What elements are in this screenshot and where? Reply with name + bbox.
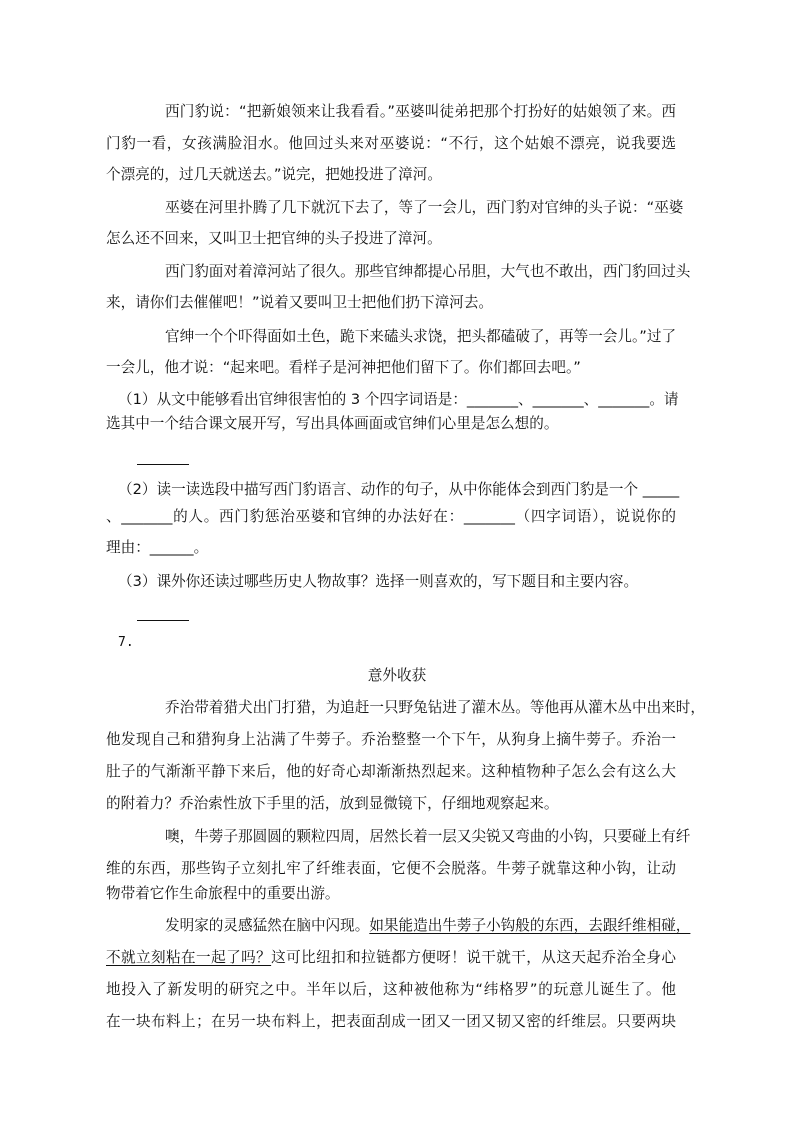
plain-text: 这可比纽扣和拉链都方便呀！说干就干，从这天起乔治全身心 bbox=[271, 949, 676, 966]
answer-blank[interactable] bbox=[137, 620, 189, 621]
text-line: 巫婆在河里扑腾了几下就沉下去了，等了一会儿，西门豹对官绅的头子说：“巫婆 bbox=[165, 199, 684, 216]
underlined-sentence: 如果能造出牛蒡子小钩般的东西，去跟纤维相碰， bbox=[369, 917, 691, 934]
answer-blank[interactable] bbox=[137, 464, 189, 465]
question-2-line: 、_______的人。西门豹惩治巫婆和官绅的办法好在：_______（四字词语），说说你的 bbox=[106, 508, 676, 525]
text-line: 地投入了新发明的研究之中。半年以后，这种被他称为“纬格罗”的玩意儿诞生了。他 bbox=[106, 981, 676, 998]
text-line: 乔治带着猎犬出门打猎，为追赶一只野兔钻进了灌木丛。等他再从灌木丛中出来时， bbox=[165, 699, 705, 716]
text-line: 噢，牛蒡子那圆圆的颗粒四周，居然长着一层又尖锐又弯曲的小钩，只要碰上有纤 bbox=[165, 828, 691, 845]
question-3-line: （3）课外你还读过哪些历史人物故事？选择一则喜欢的，写下题目和主要内容。 bbox=[118, 573, 639, 590]
passage-title: 意外收获 bbox=[367, 667, 427, 684]
text-line: 怎么还不回来，又叫卫士把官绅的头子投进了漳河。 bbox=[106, 230, 442, 247]
question-2-line: （2）读一读选段中描写西门豹语言、动作的句子，从中你能体会到西门豹是一个 _____ bbox=[118, 481, 680, 498]
question-2-line: 理由：______。 bbox=[106, 539, 209, 556]
text-line: 在一块布料上；在另一块布料上，把表面刮成一团又一团又韧又密的纤维层。只要两块 bbox=[106, 1013, 676, 1030]
text-line: 个漂亮的，过几天就送去。”说完，把她投进了漳河。 bbox=[106, 166, 442, 183]
question-1-line: （1）从文中能够看出官绅很害怕的 3 个四字词语是：_______、_______、_______。请 bbox=[118, 391, 679, 408]
text-line: 来，请你们去催催吧！”说着又要叫卫士把他们扔下漳河去。 bbox=[106, 294, 494, 311]
text-line: 门豹一看，女孩满脸泪水。他回过头来对巫婆说：“不行，这个姑娘不漂亮，说我要选 bbox=[106, 135, 676, 152]
text-line: 物带着它作生命旅程中的重要出游。 bbox=[106, 885, 340, 902]
question-1-line: 选其中一个结合课文展开写，写出具体画面或官绅们心里是怎么想的。 bbox=[106, 415, 559, 432]
underlined-sentence: 不就立刻粘在一起了吗？ bbox=[106, 949, 272, 966]
plain-text: 发明家的灵感猛然在脑中闪现。 bbox=[165, 917, 370, 934]
text-line: 的附着力？乔治索性放下手里的活，放到显微镜下，仔细地观察起来。 bbox=[106, 795, 559, 812]
item-number: 7. bbox=[118, 635, 134, 650]
text-line: 维的东西，那些钩子立刻扎牢了纤维表面，它便不会脱落。牛蒡子就靠这种小钩，让动 bbox=[106, 860, 676, 877]
text-line: 他发现自己和猎狗身上沾满了牛蒡子。乔治整整一个下午，从狗身上摘牛蒡子。乔治一 bbox=[106, 731, 676, 748]
text-line: 西门豹说：“把新娘领来让我看看。”巫婆叫徒弟把那个打扮好的姑娘领了来。西 bbox=[165, 103, 676, 120]
text-line: 西门豹面对着漳河站了很久。那些官绅都提心吊胆，大气也不敢出，西门豹回过头 bbox=[165, 263, 691, 280]
text-line bbox=[165, 916, 691, 936]
text-line bbox=[106, 948, 676, 968]
text-line: 官绅一个个吓得面如土色，跪下来磕头求饶，把头都磕破了，再等一会儿。”过了 bbox=[165, 328, 677, 345]
text-line: 一会儿，他才说：“起来吧。看样子是河神把他们留下了。你们都回去吧。” bbox=[106, 359, 581, 376]
text-line: 肚子的气渐渐平静下来后，他的好奇心却渐渐热烈起来。这种植物种子怎么会有这么大 bbox=[106, 763, 676, 780]
